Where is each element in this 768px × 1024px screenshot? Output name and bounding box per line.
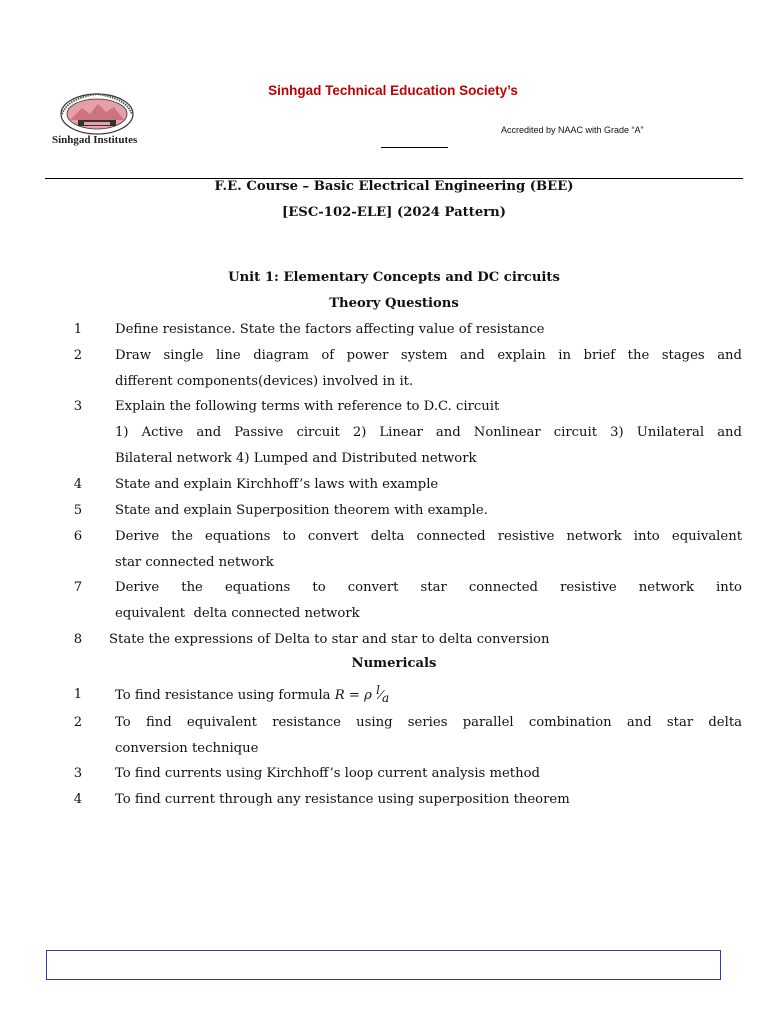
question-text: State and explain Kirchhoff’s laws with example [115, 477, 439, 492]
institute-label: Sinhgad Institutes [52, 134, 138, 146]
numerical-4 [0, 787, 768, 813]
footer-box [46, 950, 721, 980]
header-short-line [381, 147, 448, 148]
question-text: State and explain Superposition theorem with example. [115, 503, 488, 518]
question-text: equivalent delta connected network [115, 606, 360, 621]
formula-numerator: l [376, 683, 380, 697]
question-number: 3 [73, 766, 83, 781]
course-title: F.E. Course – Basic Electrical Engineering (BEE) [214, 179, 574, 194]
question-text: Derive the equations to convert delta connected resistive network into equivalent [115, 529, 742, 544]
question-number: 7 [73, 580, 83, 595]
question-text: Bilateral network 4) Lumped and Distributed network [115, 451, 477, 466]
question-text: Derive the equations to convert star connected resistive network into [115, 580, 742, 595]
theory-question-7 [0, 575, 768, 601]
question-text: star connected network [115, 555, 274, 570]
question-text: Define resistance. State the factors affecting value of resistance [115, 322, 545, 337]
theory-question-3 [0, 394, 768, 420]
theory-question-6-cont [0, 550, 768, 576]
theory-question-4 [0, 472, 768, 498]
question-text: State the expressions of Delta to star and star to delta conversion [109, 632, 550, 647]
question-text: Explain the following terms with reference to D.C. circuit [115, 399, 500, 414]
theory-question-2 [0, 343, 768, 369]
formula-equals: = [344, 688, 365, 703]
formula-r: R [334, 688, 345, 703]
question-number: 1 [73, 687, 83, 702]
theory-question-3-cont2 [0, 446, 768, 472]
theory-question-5 [0, 498, 768, 524]
theory-question-7-cont [0, 601, 768, 627]
course-code: [ESC-102-ELE] (2024 Pattern) [282, 205, 506, 220]
question-text: conversion technique [115, 741, 259, 756]
theory-heading: Theory Questions [329, 296, 459, 311]
theory-question-3-cont [0, 420, 768, 446]
question-text: 1) Active and Passive circuit 2) Linear and Nonlinear circuit 3) Unilateral and [115, 425, 742, 440]
question-number: 2 [73, 715, 83, 730]
question-number: 3 [73, 399, 83, 414]
formula-denominator: a [381, 691, 390, 705]
question-text: To find currents using Kirchhoff’s loop current analysis method [115, 766, 540, 781]
formula-rho: ρ [364, 688, 372, 703]
question-number: 2 [73, 348, 83, 363]
numerical-3 [0, 761, 768, 787]
formula-slash: ⁄ [379, 688, 382, 702]
numerical-1-text: To find resistance using formula [115, 688, 335, 703]
theory-question-8 [0, 627, 768, 653]
numericals-heading: Numericals [351, 656, 437, 671]
question-text: To find equivalent resistance using series parallel combination and star delta [115, 715, 742, 730]
question-number: 5 [73, 503, 83, 518]
question-text [115, 682, 742, 709]
question-number: 1 [73, 322, 83, 337]
question-number: 4 [73, 792, 83, 807]
question-text: different components(devices) involved in it. [115, 374, 414, 389]
numerical-1 [0, 682, 768, 708]
question-text: Draw single line diagram of power system and explain in brief the stages and [115, 348, 742, 363]
question-text: To find current through any resistance using superposition theorem [115, 792, 570, 807]
theory-question-2-cont [0, 369, 768, 395]
theory-question-1 [0, 317, 768, 343]
numerical-2-cont [0, 736, 768, 762]
society-title: Sinhgad Technical Education Society’s [268, 83, 518, 98]
question-number: 8 [73, 632, 83, 647]
question-number: 6 [73, 529, 83, 544]
numerical-2 [0, 710, 768, 736]
formula-fraction [376, 683, 389, 705]
accreditation-note: Accredited by NAAC with Grade “A” [501, 125, 644, 135]
theory-question-6 [0, 524, 768, 550]
question-number: 4 [73, 477, 83, 492]
unit-title: Unit 1: Elementary Concepts and DC circuits [228, 270, 560, 285]
